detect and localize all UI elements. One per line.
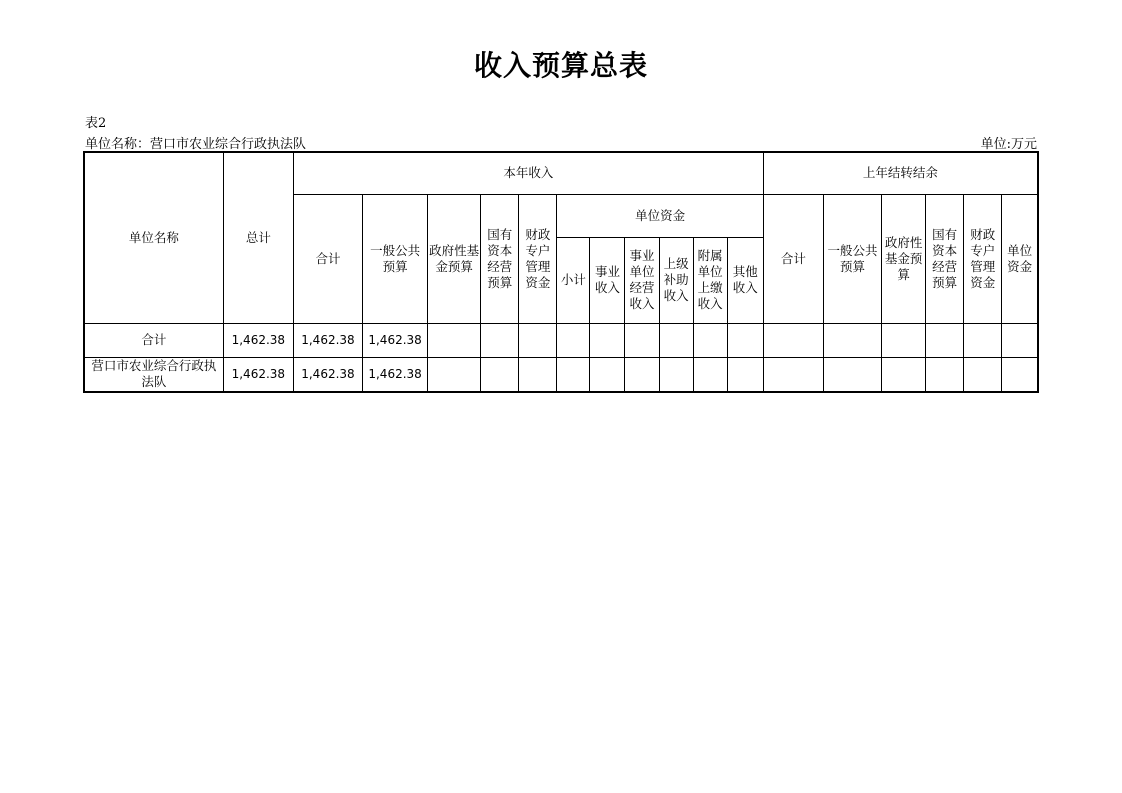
cell-empty <box>519 357 557 392</box>
cell-empty <box>727 323 763 357</box>
header-uf-affiliated: 附属单位上缴收入 <box>693 237 727 323</box>
cell-ty-total: 1,462.38 <box>293 357 362 392</box>
header-ly-gov-fund: 政府性基金预算 <box>882 194 926 323</box>
header-unit-name: 单位名称 <box>84 152 223 323</box>
cell-total: 1,462.38 <box>223 357 293 392</box>
cell-empty <box>1002 357 1038 392</box>
cell-name: 合计 <box>84 323 223 357</box>
header-this-year-income: 本年收入 <box>293 152 763 194</box>
cell-empty <box>763 357 823 392</box>
cell-empty <box>481 357 519 392</box>
header-uf-subtotal: 小计 <box>557 237 590 323</box>
header-ty-general: 一般公共预算 <box>363 194 428 323</box>
cell-empty <box>693 323 727 357</box>
header-total: 总计 <box>223 152 293 323</box>
table-number: 表2 <box>85 116 107 131</box>
cell-empty <box>590 323 625 357</box>
cell-empty <box>659 357 693 392</box>
header-uf-operating: 事业单位经营收入 <box>625 237 659 323</box>
cell-empty <box>926 323 964 357</box>
cell-ty-general: 1,462.38 <box>363 357 428 392</box>
cell-empty <box>428 323 481 357</box>
cell-empty <box>693 357 727 392</box>
cell-empty <box>823 357 881 392</box>
cell-total: 1,462.38 <box>223 323 293 357</box>
cell-empty <box>625 323 659 357</box>
cell-empty <box>727 357 763 392</box>
header-ly-unit-funds: 单位资金 <box>1002 194 1038 323</box>
cell-empty <box>557 357 590 392</box>
header-last-year-carryover: 上年结转结余 <box>763 152 1038 194</box>
header-ly-state-capital: 国有资本经营预算 <box>926 194 964 323</box>
cell-ty-total: 1,462.38 <box>293 323 362 357</box>
header-ty-state-capital: 国有资本经营预算 <box>481 194 519 323</box>
cell-empty <box>763 323 823 357</box>
cell-empty <box>823 323 881 357</box>
header-ty-fiscal-special: 财政专户管理资金 <box>519 194 557 323</box>
cell-empty <box>926 357 964 392</box>
header-uf-subsidy: 上级补助收入 <box>659 237 693 323</box>
page-title: 收入预算总表 <box>473 49 648 82</box>
unit-label: 单位:万元 <box>980 137 1037 152</box>
cell-empty <box>964 357 1002 392</box>
cell-name: 营口市农业综合行政执法队 <box>84 357 223 392</box>
cell-empty <box>428 357 481 392</box>
header-ly-fiscal-special: 财政专户管理资金 <box>964 194 1002 323</box>
unit-name-line: 单位名称：营口市农业综合行政执法队 <box>85 137 307 152</box>
header-uf-other: 其他收入 <box>727 237 763 323</box>
cell-ty-general: 1,462.38 <box>363 323 428 357</box>
header-ly-total: 合计 <box>763 194 823 323</box>
cell-empty <box>519 323 557 357</box>
header-ty-gov-fund: 政府性基金预算 <box>428 194 481 323</box>
cell-empty <box>590 357 625 392</box>
income-budget-table <box>83 151 1039 393</box>
table-row <box>84 357 1038 392</box>
cell-empty <box>882 323 926 357</box>
cell-empty <box>1002 323 1038 357</box>
cell-empty <box>557 323 590 357</box>
table-row-total <box>84 323 1038 357</box>
header-ly-general: 一般公共预算 <box>823 194 881 323</box>
header-unit-funds: 单位资金 <box>557 194 763 237</box>
cell-empty <box>659 323 693 357</box>
cell-empty <box>481 323 519 357</box>
cell-empty <box>882 357 926 392</box>
header-uf-business: 事业收入 <box>590 237 625 323</box>
cell-empty <box>964 323 1002 357</box>
header-ty-total: 合计 <box>293 194 362 323</box>
cell-empty <box>625 357 659 392</box>
